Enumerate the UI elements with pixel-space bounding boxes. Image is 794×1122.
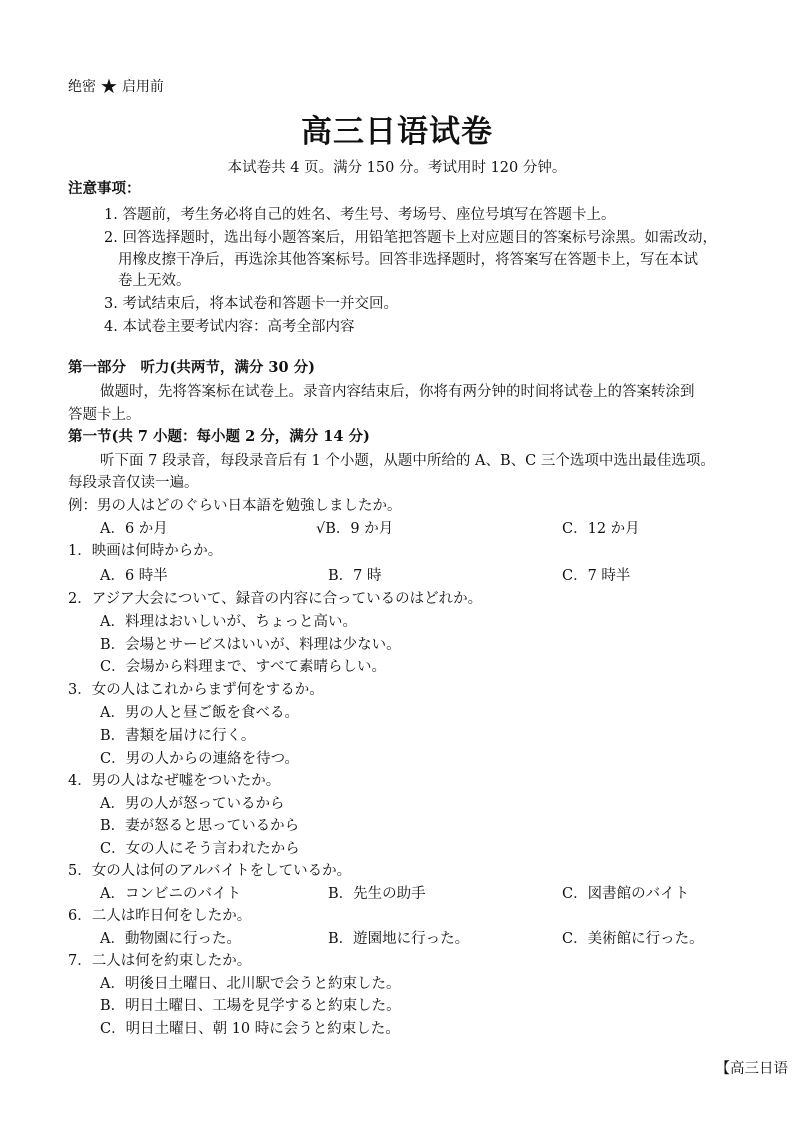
q7-option-a: A．明後日土曜日、北川駅で会うと約束した。: [100, 976, 401, 992]
secret-label: 绝密: [68, 79, 96, 95]
before-use-label: 启用前: [121, 79, 164, 95]
q1-option-a: A．6 時半: [100, 568, 168, 584]
q6-option-c: C．美術館に行った。: [562, 931, 704, 947]
note-item: 卷上无效。: [118, 273, 191, 289]
q6-option-a: A．動物園に行った。: [100, 931, 241, 947]
example-question: 例：男の人はどのぐらい日本語を勉強しましたか。: [68, 498, 402, 514]
q2-option-c: C．会場から料理まで、すべて素晴らしい。: [100, 659, 387, 675]
note-item: 1. 答题前，考生务必将自己的姓名、考生号、考场号、座位号填写在答题卡上。: [104, 207, 616, 223]
exam-subtitle: 本试卷共 4 页。满分 150 分。考试用时 120 分钟。: [227, 160, 567, 176]
question-5: 5．女の人は何のアルバイトをしているか。: [68, 863, 352, 879]
section1-heading: 第一节(共 7 小题：每小题 2 分，满分 14 分): [68, 428, 370, 445]
q5-option-a: A．コンビニのバイト: [100, 886, 241, 902]
note-item: 2. 回答选择题时，选出每小题答案后，用铅笔把答题卡上对应题目的答案标号涂黑。如需改动，: [104, 230, 717, 246]
part1-heading: 第一部分 听力(共两节，满分 30 分): [68, 359, 315, 376]
notes-heading: 注意事项：: [68, 180, 141, 197]
example-option-a: A．6 か月: [100, 521, 168, 537]
example-option-b: √B．9 か月: [316, 521, 394, 537]
star-icon: ★: [100, 74, 118, 98]
question-7: 7．二人は何を約束したか。: [68, 953, 252, 969]
q5-option-c: C．図書館のバイト: [562, 886, 690, 902]
q1-option-b: B．7 時: [328, 568, 382, 584]
note-item: 4. 本试卷主要考试内容：高考全部内容: [104, 319, 355, 335]
q2-option-b: B．会場とサービスはいいが、料理は少ない。: [100, 637, 401, 653]
section1-intro: 听下面 7 段录音，每段录音后有 1 个小题，从题中所给的 A、B、C 三个选项中选出最佳选项。: [100, 453, 715, 469]
question-3: 3．女の人はこれからまず何をするか。: [68, 682, 324, 698]
confidential-mark: [68, 76, 164, 97]
question-6: 6．二人は昨日何をしたか。: [68, 908, 252, 924]
note-item: 3. 考试结束后，将本试卷和答题卡一并交回。: [104, 296, 398, 312]
part1-intro: 答题卡上。: [68, 407, 141, 423]
question-1: 1．映画は何時からか。: [68, 543, 223, 559]
q3-option-c: C．男の人からの連絡を待つ。: [100, 751, 300, 767]
q2-option-a: A．料理はおいしいが、ちょっと高い。: [100, 614, 357, 630]
section1-intro: 每段录音仅读一遍。: [68, 475, 199, 491]
note-item: 用橡皮擦干净后，再选涂其他答案标号。回答非选择题时，将答案写在答题卡上，写在本试: [118, 252, 698, 268]
q3-option-b: B．書類を届けに行く。: [100, 728, 256, 744]
q5-option-b: B．先生の助手: [328, 886, 426, 902]
q7-option-b: B．明日土曜日、工場を見学すると約束した。: [100, 998, 401, 1014]
q4-option-c: C．女の人にそう言われたから: [100, 841, 300, 857]
part1-intro: 做题时，先将答案标在试卷上。录音内容结束后，你将有两分钟的时间将试卷上的答案转涂到: [100, 384, 695, 400]
page-title: 高三日语试卷: [301, 114, 493, 150]
q3-option-a: A．男の人と昼ご飯を食べる。: [100, 705, 299, 721]
q6-option-b: B．遊園地に行った。: [328, 931, 470, 947]
example-option-c: C．12 か月: [562, 521, 640, 537]
question-2: 2．アジア大会について、録音の内容に合っているのはどれか。: [68, 591, 483, 607]
page-footer: 【高三日语: [715, 1061, 788, 1077]
q4-option-b: B．妻が怒ると思っているから: [100, 818, 300, 834]
question-4: 4．男の人はなぜ嘘をついたか。: [68, 773, 281, 789]
q1-option-c: C．7 時半: [562, 568, 631, 584]
q7-option-c: C．明日土曜日、朝 10 時に会うと約束した。: [100, 1021, 400, 1037]
q4-option-a: A．男の人が怒っているから: [100, 796, 285, 812]
